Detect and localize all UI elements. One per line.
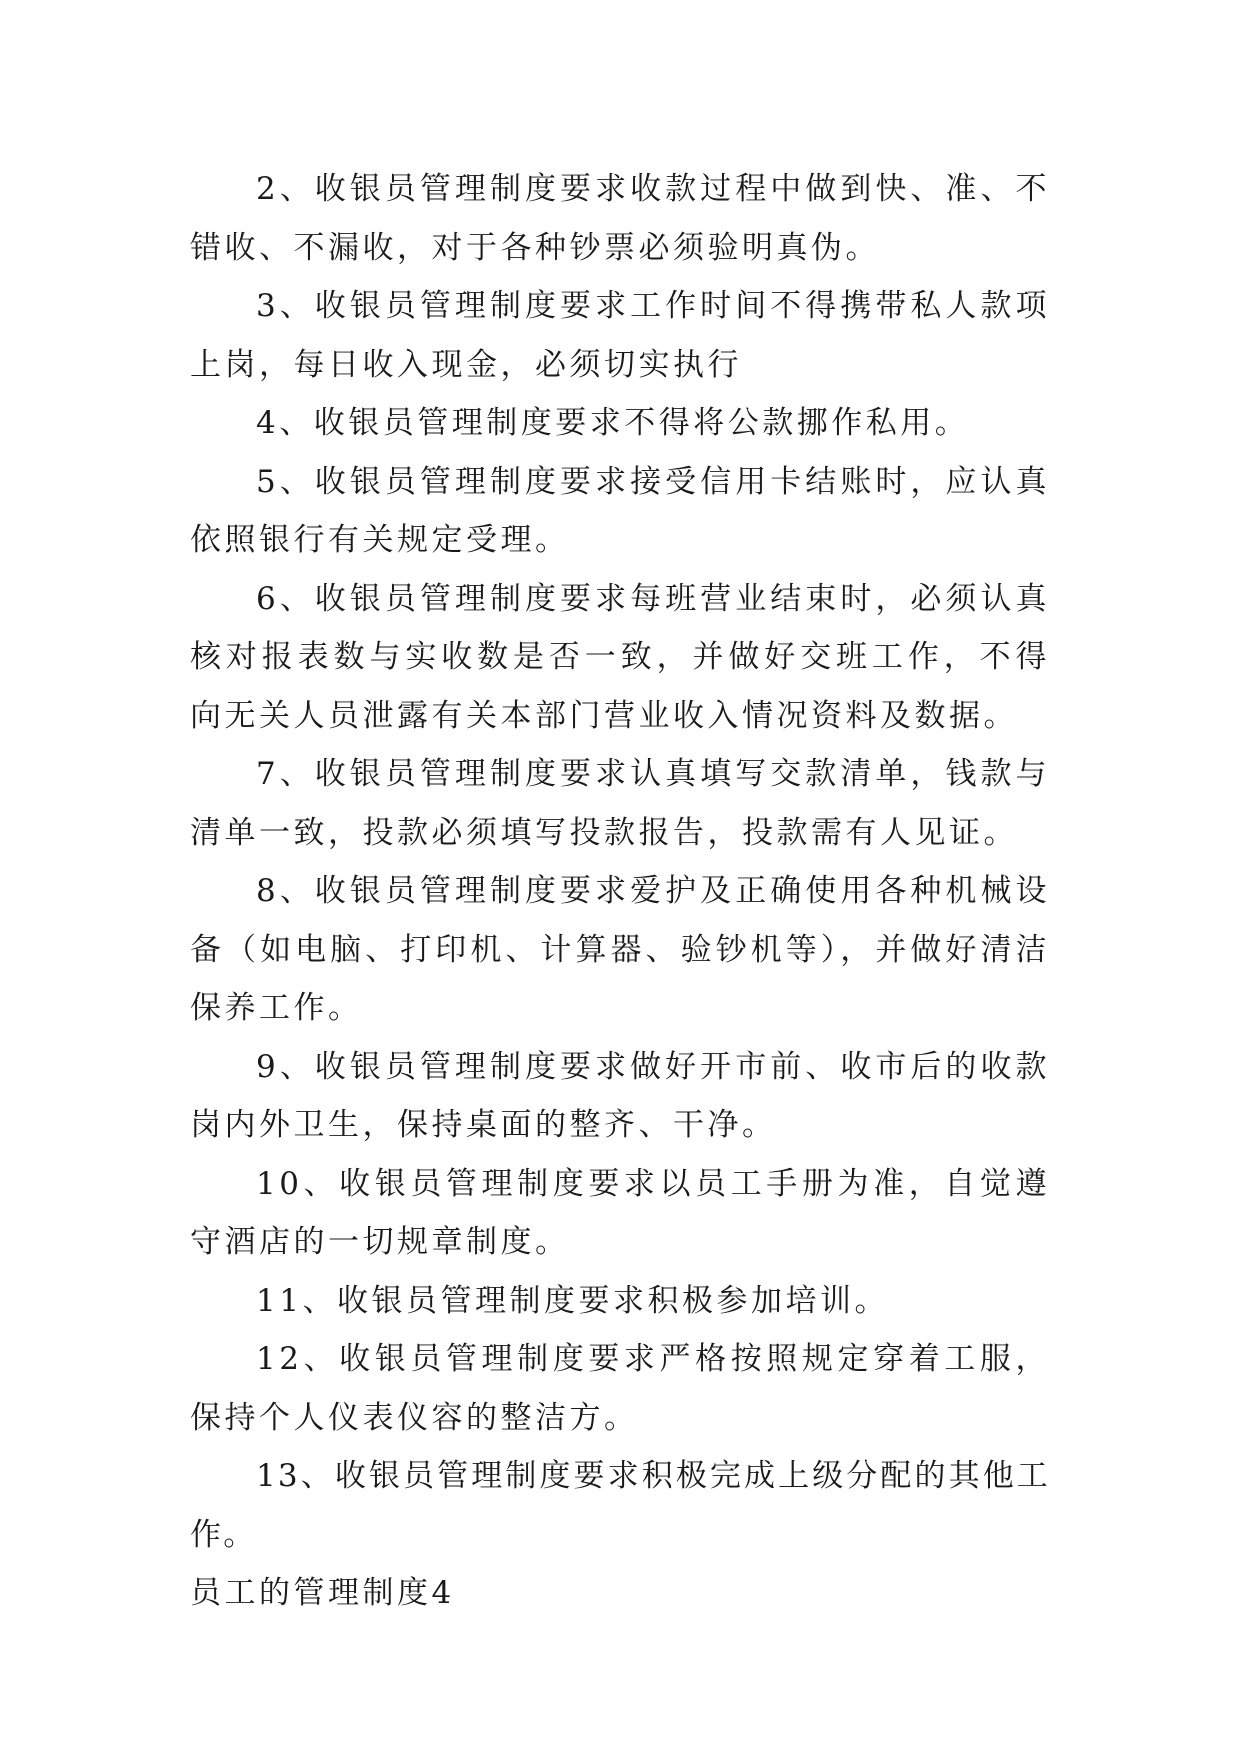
paragraph-item-3: 3、收银员管理制度要求工作时间不得携带私人款项上岗，每日收入现金，必须切实执行 [190, 288, 1050, 383]
paragraph-item-2: 2、收银员管理制度要求收款过程中做到快、准、不错收、不漏收，对于各种钞票必须验明真伪。 [190, 171, 1050, 266]
paragraph-item-6: 6、收银员管理制度要求每班营业结束时，必须认真核对报表数与实收数是否一致，并做好交班工作，不得向无关人员泄露有关本部门营业收入情况资料及数据。 [190, 580, 1050, 734]
paragraph-item-8: 8、收银员管理制度要求爱护及正确使用各种机械设备（如电脑、打印机、计算器、验钞机等），并做好清洁保养工作。 [190, 873, 1050, 1026]
paragraph-item-11: 11、收银员管理制度要求积极参加培训。 [256, 1282, 889, 1319]
paragraph-item-7: 7、收银员管理制度要求认真填写交款清单，钱款与清单一致，投款必须填写投款报告，投款需有人见证。 [190, 756, 1050, 851]
paragraph-item-9: 9、收银员管理制度要求做好开市前、收市后的收款岗内外卫生，保持桌面的整齐、干净。 [190, 1048, 1050, 1143]
paragraph-item-4: 4、收银员管理制度要求不得将公款挪作私用。 [256, 405, 970, 441]
paragraph-item-12: 12、收银员管理制度要求严格按照规定穿着工服，保持个人仪表仪容的整洁方。 [190, 1341, 1050, 1436]
section-heading: 员工的管理制度4 [190, 1575, 455, 1611]
paragraph-item-13: 13、收银员管理制度要求积极完成上级分配的其他工作。 [190, 1458, 1050, 1553]
paragraph-item-10: 10、收银员管理制度要求以员工手册为准，自觉遵守酒店的一切规章制度。 [190, 1165, 1050, 1260]
document-body [190, 160, 1050, 1623]
paragraph-item-5: 5、收银员管理制度要求接受信用卡结账时，应认真依照银行有关规定受理。 [190, 463, 1050, 558]
